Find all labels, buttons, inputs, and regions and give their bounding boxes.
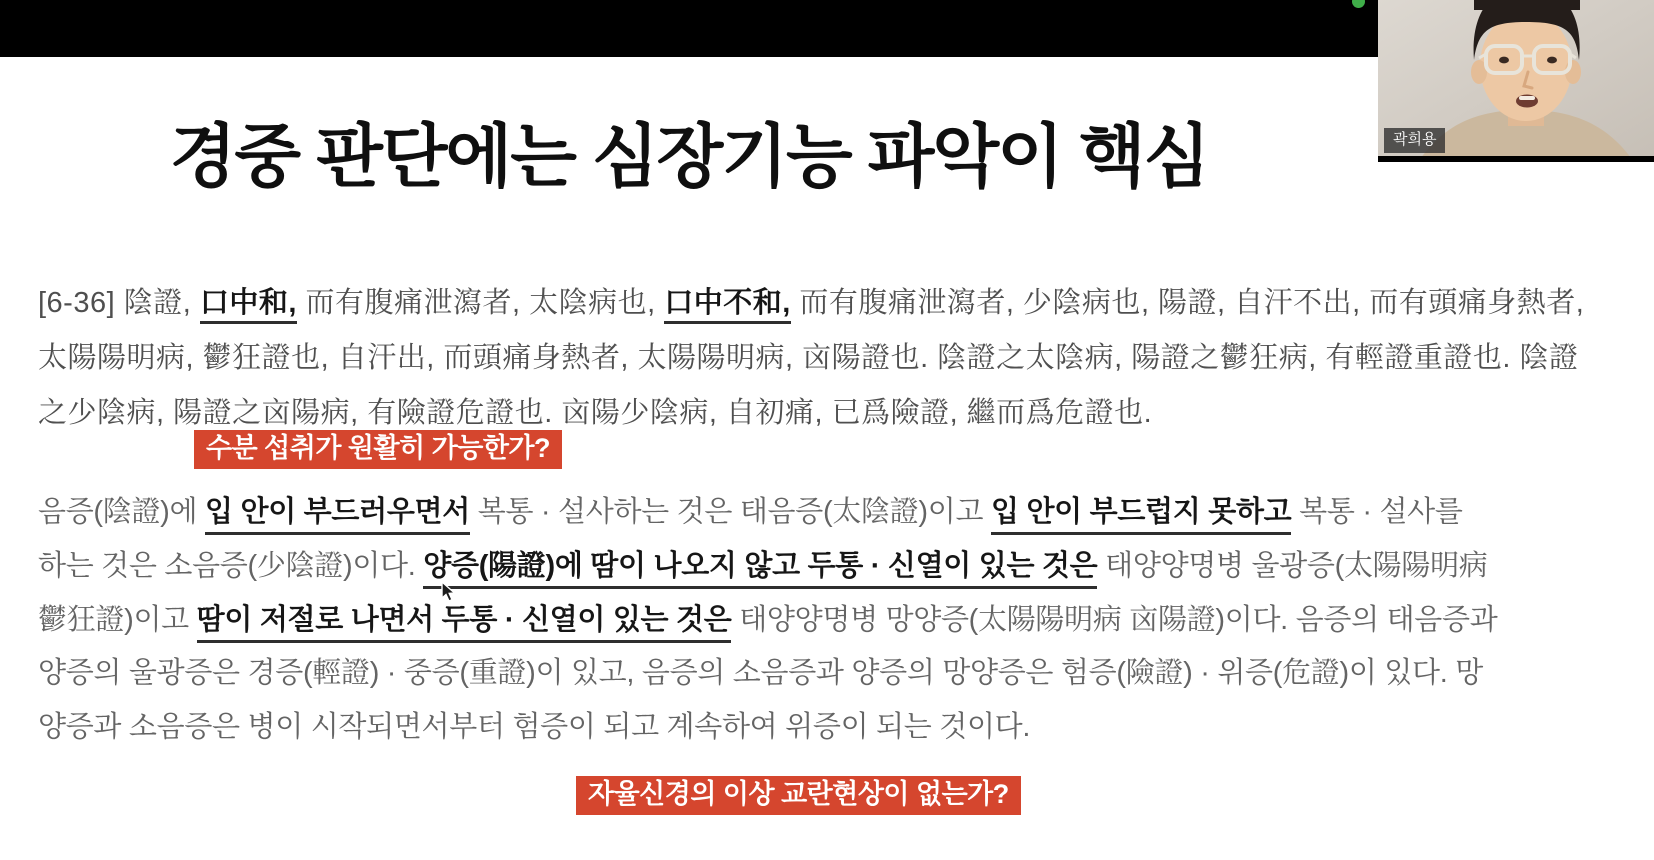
slide-title: 경중 판단에는 심장기능 파악이 핵심: [169, 118, 1209, 195]
hanja-line: [38, 335, 1579, 376]
text-segment: 之少陰病, 陽證之㐫陽病, 有險證危證也. 㐫陽少陰病, 自初痛, 已爲險證, 繼而爲危證也.: [38, 397, 1153, 429]
text-segment: 복통 · 설사하는 것은 태음증(太陰證)이고: [469, 496, 991, 528]
hanja-line: [38, 280, 1585, 321]
korean-line: [38, 704, 1348, 745]
text-segment: 양증의 울광증은 경증(輕證) · 중증(重證)이 있고, 음증의 소음증과 양증의 망양증은 험증(險證) · 위증(危證)이 있다. 망: [38, 657, 1483, 689]
text-segment: 태양양명병 울광증(太陽陽明病: [1097, 550, 1488, 582]
mouse-cursor-icon: [440, 581, 460, 608]
korean-line: [38, 543, 1488, 584]
shared-slide: [0, 57, 1654, 860]
text-segment: 하는 것은 소음증(少陰證)이다.: [38, 550, 424, 582]
question-box-autonomic-nerve: 자율신경의 이상 교란현상이 없는가?: [576, 776, 1021, 815]
text-segment: 양증과 소음증은 병이 시작되면서부터 험증이 되고 계속하여 위증이 되는 것이다.: [38, 711, 1031, 743]
text-segment-emphasis: 입 안이 부드럽지 못하고: [991, 496, 1291, 535]
text-segment-emphasis: 口中和,: [200, 287, 297, 324]
text-segment-emphasis: 口中不和,: [664, 287, 791, 324]
participant-video-tile[interactable]: [1378, 0, 1654, 162]
text-segment: [6-36] 陰證,: [38, 287, 200, 319]
text-segment: 太陽陽明病, 鬱狂證也, 自汗出, 而頭痛身熱者, 太陽陽明病, 㐫陽證也. 陰證之太陰病, 陽證之鬱狂病, 有輕證重證也. 陰證: [38, 342, 1579, 374]
text-segment: 음증(陰證)에: [38, 496, 206, 528]
text-segment-emphasis: 입 안이 부드러우면서: [205, 496, 470, 535]
text-segment: 而有腹痛泄瀉者, 太陰病也,: [296, 287, 665, 319]
question-box-water-intake: 수분 섭취가 원활히 가능한가?: [194, 430, 562, 469]
participant-name-badge: 곽희용: [1384, 128, 1445, 153]
text-segment: 복통 · 설사를: [1291, 496, 1463, 528]
text-segment-emphasis: 양증(陽證)에 땀이 나오지 않고 두통 · 신열이 있는 것은: [423, 550, 1097, 589]
korean-line: [38, 597, 1498, 638]
text-segment: 태양양명병 망양증(太陽陽明病 㐫陽證)이다. 음증의 태음증과: [731, 604, 1498, 636]
text-segment: 而有腹痛泄瀉者, 少陰病也, 陽證, 自汗不出, 而有頭痛身熱者,: [790, 287, 1585, 319]
korean-line: [38, 650, 1483, 691]
hanja-line: [38, 390, 1348, 431]
text-segment-emphasis: 땀이 저절로 나면서 두통 · 신열이 있는 것은: [197, 604, 732, 643]
text-segment: 鬱狂證)이고: [38, 604, 197, 636]
korean-line: [38, 489, 1463, 530]
